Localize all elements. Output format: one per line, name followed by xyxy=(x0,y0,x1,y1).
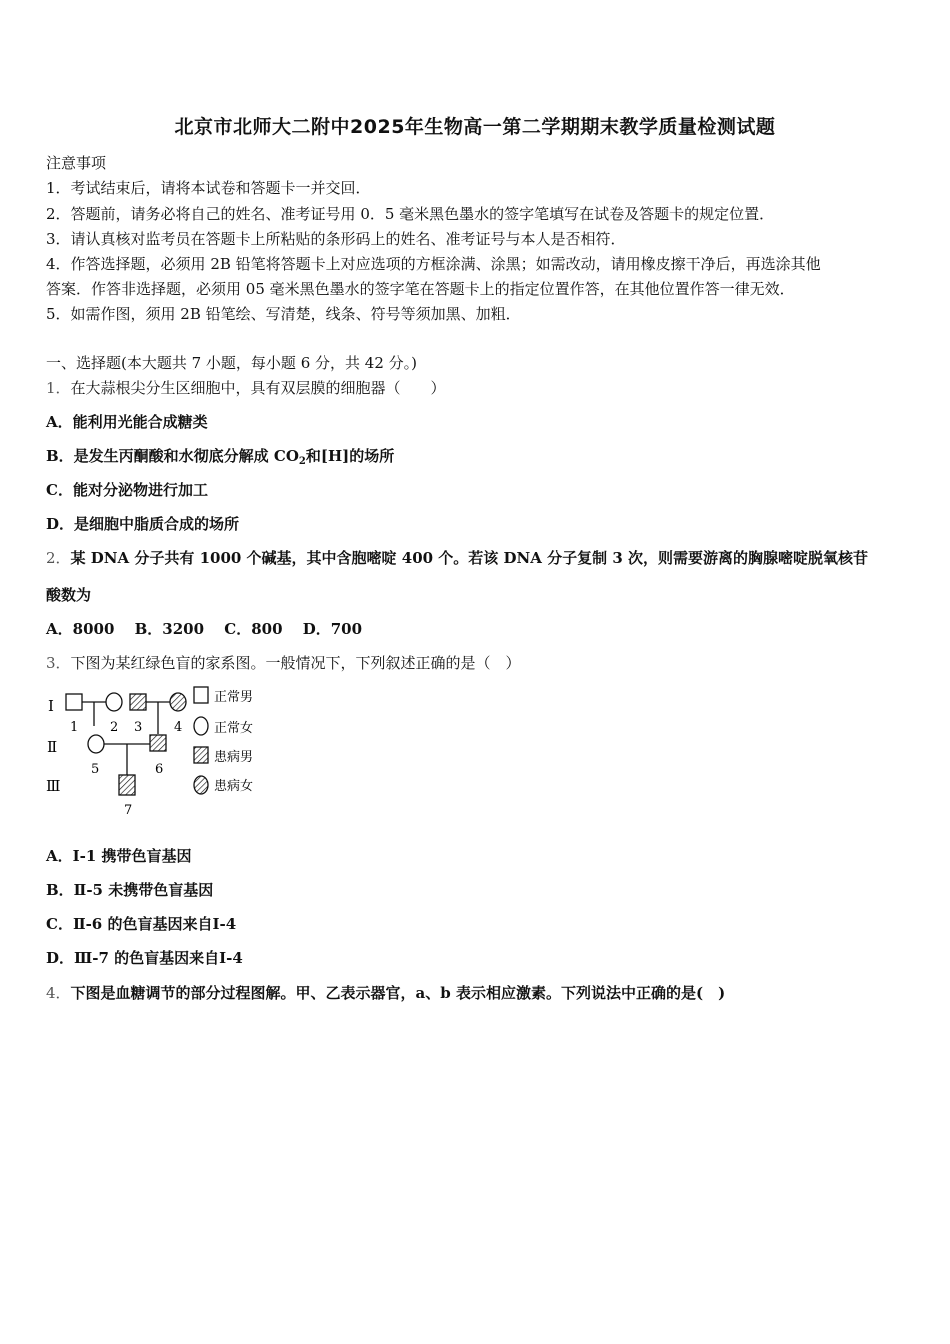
notice-item-5: 5．如需作图，须用 2B 铅笔绘、写清楚，线条、符号等须加黑、加粗． xyxy=(46,305,521,323)
legend-affected-male: 患病男 xyxy=(214,750,254,765)
gen-label-3: Ⅲ xyxy=(46,777,61,795)
legend-normal-male: 正常男 xyxy=(214,690,254,705)
individual-label-2: 2 xyxy=(110,720,119,735)
legend-normal-male-symbol xyxy=(194,687,208,703)
question-stem: 下图是血糖调节的部分过程图解。甲、乙表示器官，a、b 表示相应激素。下列说法中正确的是( ) xyxy=(70,984,726,1002)
individual-4 xyxy=(170,693,186,711)
gen-label-2: Ⅱ xyxy=(47,738,58,756)
question-number: 1． xyxy=(46,379,71,397)
individual-2 xyxy=(106,693,122,711)
individual-1 xyxy=(66,694,82,710)
question-number: 2． xyxy=(46,549,71,567)
question-1 xyxy=(46,377,446,398)
individual-label-6: 6 xyxy=(155,762,164,777)
notice-item-1: 1．考试结束后，请将本试卷和答题卡一并交回． xyxy=(46,179,371,197)
individual-6 xyxy=(150,735,166,751)
q1-option-b-text: B．是发生丙酮酸和水彻底分解成 CO xyxy=(46,447,299,465)
q1-option-b xyxy=(46,445,394,467)
individual-label-4: 4 xyxy=(174,720,183,735)
q1-option-c: C．能对分泌物进行加工 xyxy=(46,481,208,499)
individual-label-5: 5 xyxy=(91,762,100,777)
legend-affected-male-symbol xyxy=(194,747,208,763)
notice-item-3: 3．请认真核对监考员在答题卡上所粘贴的条形码上的姓名、准考证号与本人是否相符． xyxy=(46,230,626,248)
individual-label-7: 7 xyxy=(124,803,133,818)
q2-options: A．8000 B．3200 C．800 D．700 xyxy=(46,620,363,638)
question-4 xyxy=(46,982,725,1003)
individual-3 xyxy=(130,694,146,710)
legend-normal-female: 正常女 xyxy=(214,721,254,736)
question-3 xyxy=(46,652,521,673)
question-2 xyxy=(46,547,868,568)
section-heading: 一、选择题(本大题共 7 小题，每小题 6 分，共 42 分。) xyxy=(46,354,417,372)
q1-option-d: D．是细胞中脂质合成的场所 xyxy=(46,515,240,533)
q3-option-a: A．Ⅰ-1 携带色盲基因 xyxy=(46,847,192,865)
legend-affected-female-symbol xyxy=(194,776,208,794)
notice-item-2: 2．答题前，请务必将自己的姓名、准考证号用 0．5 毫米黑色墨水的签字笔填写在试卷及答题卡的规定位置． xyxy=(46,205,775,223)
q1-option-b-subscript: 2 xyxy=(298,456,306,467)
legend-affected-female: 患病女 xyxy=(214,779,254,794)
notice-item-4-cont: 答案．作答非选择题，必须用 05 毫米黑色墨水的签字笔在答题卡上的指定位置作答，在其他位置作答一律无效． xyxy=(46,280,795,298)
question-2-cont: 酸数为 xyxy=(46,586,92,604)
q3-option-d: D．Ⅲ-7 的色盲基因来自Ⅰ-4 xyxy=(46,949,243,967)
q3-option-c: C．Ⅱ-6 的色盲基因来自Ⅰ-4 xyxy=(46,915,237,933)
individual-label-1: 1 xyxy=(70,720,79,735)
pedigree-figure xyxy=(40,682,270,822)
individual-label-3: 3 xyxy=(134,720,143,735)
individual-5 xyxy=(88,735,104,753)
individual-7 xyxy=(119,775,135,795)
gen-label-1: Ⅰ xyxy=(48,697,54,715)
question-number: 4． xyxy=(46,984,71,1002)
legend-normal-female-symbol xyxy=(194,717,208,735)
page-title: 北京市北师大二附中2025年生物高一第二学期期末教学质量检测试题 xyxy=(174,116,776,138)
q1-option-a: A．能利用光能合成糖类 xyxy=(46,413,208,431)
notice-heading: 注意事项 xyxy=(46,154,107,172)
q1-option-b-text-end: 和[H]的场所 xyxy=(305,447,395,465)
question-stem: 下图为某红绿色盲的家系图。一般情况下，下列叙述正确的是（ ） xyxy=(70,654,521,672)
question-number: 3． xyxy=(46,654,71,672)
q3-option-b: B．Ⅱ-5 未携带色盲基因 xyxy=(46,881,214,899)
notice-item-4: 4．作答选择题，必须用 2B 铅笔将答题卡上对应选项的方框涂满、涂黑；如需改动，请用橡皮擦干净后，再选涂其他 xyxy=(46,255,821,273)
question-stem: 在大蒜根尖分生区细胞中，具有双层膜的细胞器（ ） xyxy=(70,379,446,397)
question-stem: 某 DNA 分子共有 1000 个碱基，其中含胞嘧啶 400 个。若该 DNA 分子复制 3 次，则需要游离的胸腺嘧啶脱氧核苷 xyxy=(70,549,868,567)
